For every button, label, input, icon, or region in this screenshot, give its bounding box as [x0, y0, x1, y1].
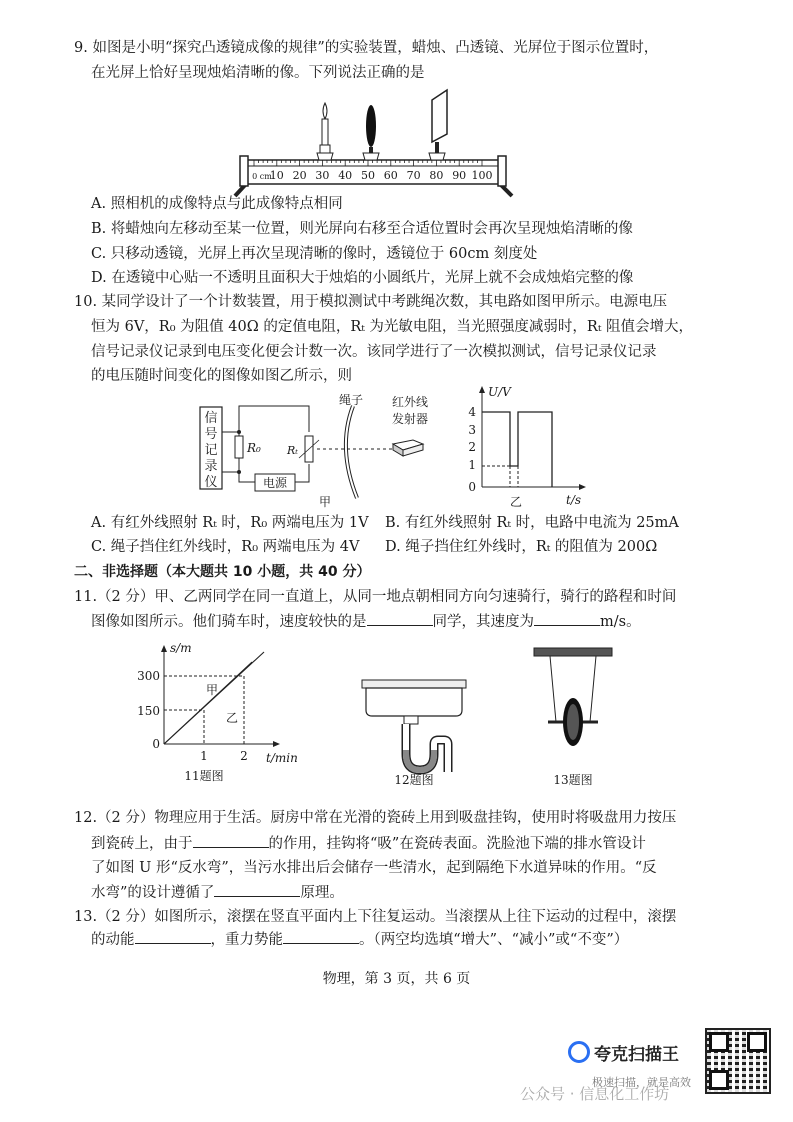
bench-label: 70	[406, 169, 421, 182]
q12-text-a: 到瓷砖上，由于	[91, 836, 193, 852]
bench-label: 80	[429, 169, 444, 182]
rope-label: 绳子	[338, 393, 364, 407]
q9-option-b: B. 将蜡烛向左移动至某一位置，则光屏向右移至合适位置时会再次呈现烛焰清晰的像	[91, 221, 633, 237]
scanner-logo-icon	[568, 1041, 590, 1063]
section-heading: 二、非选择题（本大题共 10 小题，共 40 分）	[74, 564, 371, 580]
voltage-graph-yi	[460, 382, 595, 517]
q10-stem-line4: 的电压随时间变化的图像如图乙所示，则	[91, 368, 352, 384]
q13-blank-2[interactable]	[283, 929, 359, 944]
bench-label: 0 cm	[252, 172, 272, 181]
yi-xlabel: t/s	[566, 493, 582, 507]
q13-text-b: ，重力势能	[210, 932, 283, 948]
recorder-label-3: 录	[204, 459, 218, 474]
q11-stem-line1: 11.（2 分）甲、乙两同学在同一直道上，从同一地点朝相同方向匀速骑行，骑行的路程和时间	[74, 589, 677, 605]
q11-blank-1[interactable]	[367, 611, 433, 626]
q12-text-b: 的作用，挂钩将“吸”在瓷砖表面。洗脸池下端的排水管设计	[268, 836, 646, 852]
fig11-xtick-1: 1	[200, 749, 208, 763]
fig11-jia-label: 甲	[206, 683, 219, 697]
recorder-label-2: 记	[204, 443, 218, 458]
q12-blank-2[interactable]	[214, 882, 300, 897]
q9-option-a: A. 照相机的成像特点与此成像特点相同	[91, 196, 343, 212]
q10-option-a: A. 有红外线照射 Rₜ 时，R₀ 两端电压为 1V	[91, 515, 369, 531]
fig11-st-graph	[137, 640, 300, 788]
q13-text-a: 的动能	[91, 932, 135, 948]
q10-stem-line3: 信号记录仪记录到电压变化便会计数一次。该同学进行了一次模拟测试，信号记录仪记录	[91, 344, 657, 360]
q11-stem-line2	[91, 611, 641, 632]
q13-stem-line1: 13.（2 分）如图所示，滚摆在竖直平面内上下往复运动。当滚摆从上往下运动的过程中，滚摆	[74, 909, 677, 925]
fig11-ytick-300: 300	[137, 669, 160, 683]
q13-text-c: 。（两空均选填“增大”、“减小”或“不变”）	[359, 932, 629, 948]
rt-label: Rₜ	[287, 444, 298, 457]
fig12-sink-drain	[358, 672, 470, 788]
recorder-label-4: 仪	[204, 475, 218, 490]
qr-code-icon	[707, 1030, 769, 1092]
emitter-label-2: 发射器	[391, 412, 429, 426]
q9-option-d: D. 在透镜中心贴一不透明且面积大于烛焰的小圆纸片，光屏上就不会成烛焰完整的像	[91, 270, 634, 286]
q12-stem-line3: 了如图 U 形“反水弯”，当污水排出后会储存一些清水，起到隔绝下水道异味的作用。“反	[91, 860, 657, 876]
q12-stem-line4	[91, 882, 344, 903]
fig11-xlabel: t/min	[266, 751, 298, 765]
yi-ytick-2: 2	[468, 440, 476, 454]
scanner-slogan: 极速扫描，就是高效	[592, 1076, 691, 1089]
fig-yi-caption: 乙	[509, 495, 523, 509]
page-footer: 物理，第 3 页，共 6 页	[322, 971, 471, 987]
q10-option-c: C. 绳子挡住红外线时，R₀ 两端电压为 4V	[91, 539, 360, 555]
emitter-label-1: 红外线	[391, 395, 429, 409]
q10-stem-line1: 10. 某同学设计了一个计数装置，用于模拟测试中考跳绳次数，其电路如图甲所示。电源电压	[74, 294, 668, 310]
wechat-account-watermark: 公众号 · 信息化工作坊	[520, 1085, 670, 1103]
fig-jia-caption: 甲	[318, 495, 332, 509]
recorder-label-1: 号	[204, 427, 218, 442]
q12-text-c: 水弯”的设计遵循了	[91, 885, 215, 901]
fig11-caption: 11题图	[184, 769, 224, 783]
yi-ytick-1: 1	[468, 458, 476, 472]
q13-blank-1[interactable]	[135, 929, 211, 944]
q10-option-b: B. 有红外线照射 Rₜ 时，电路中电流为 25mA	[385, 515, 679, 531]
yi-ytick-3: 3	[468, 423, 476, 437]
bench-label: 20	[292, 169, 307, 182]
q13-stem-line2	[91, 929, 628, 950]
q12-stem-line1: 12.（2 分）物理应用于生活。厨房中常在光滑的瓷砖上用到吸盘挂钩，使用时将吸盘用力按压	[74, 810, 677, 826]
yi-ytick-0: 0	[468, 480, 476, 494]
circuit-figure-jia	[195, 392, 445, 512]
q9-stem-line2: 在光屏上恰好呈现烛焰清晰的像。下列说法正确的是	[91, 65, 425, 81]
bench-label: 60	[383, 169, 398, 182]
convex-lens-icon	[363, 105, 379, 160]
bench-label: 30	[315, 169, 330, 182]
fig11-ylabel: s/m	[170, 641, 192, 655]
fig13-caption: 13题图	[553, 773, 593, 787]
scanner-brand: 夸克扫描王	[568, 1040, 679, 1065]
r0-label: R₀	[247, 441, 261, 455]
fig12-caption: 12题图	[394, 773, 434, 787]
bench-label: 50	[361, 169, 375, 182]
candle-icon	[317, 103, 333, 160]
q11-blank-2[interactable]	[534, 611, 600, 626]
q9-stem-line1: 9. 如图是小明“探究凸透镜成像的规律”的实验装置，蜡烛、凸透镜、光屏位于图示位置时，	[74, 40, 659, 56]
optical-bench-figure	[232, 86, 517, 198]
fig11-ytick-150: 150	[137, 704, 160, 718]
bench-label: 90	[452, 169, 467, 182]
bench-label: 10	[269, 169, 284, 182]
yi-ytick-4: 4	[468, 405, 476, 419]
q12-stem-line2	[91, 833, 646, 854]
q10-option-d: D. 绳子挡住红外线时，Rₜ 的阻值为 200Ω	[385, 539, 658, 555]
q11-text-a: 图像如图所示。他们骑车时，速度较快的是	[91, 614, 367, 630]
fig11-ytick-0: 0	[152, 737, 160, 751]
q9-option-c: C. 只移动透镜，光屏上再次呈现清晰的像时，透镜位于 60cm 刻度处	[91, 246, 538, 262]
q10-stem-line2: 恒为 6V，R₀ 为阻值 40Ω 的定值电阻，Rₜ 为光敏电阻，当光照强度减弱时，Rₜ 阻值会增大，	[91, 319, 694, 335]
bench-label: 100	[471, 169, 493, 182]
bench-label: 40	[338, 169, 353, 182]
q11-text-c: m/s。	[600, 614, 641, 630]
q12-blank-1[interactable]	[193, 833, 269, 848]
fig13-rolling-pendulum	[528, 644, 618, 788]
fig11-yi-label: 乙	[226, 711, 239, 725]
light-screen-icon	[429, 90, 447, 160]
fig11-xtick-2: 2	[240, 749, 248, 763]
q11-text-b: 同学，其速度为	[432, 614, 534, 630]
power-label: 电源	[262, 476, 288, 490]
yi-ylabel: U/V	[488, 385, 511, 399]
recorder-label-0: 信	[204, 411, 218, 426]
q12-text-d: 原理。	[300, 885, 344, 901]
